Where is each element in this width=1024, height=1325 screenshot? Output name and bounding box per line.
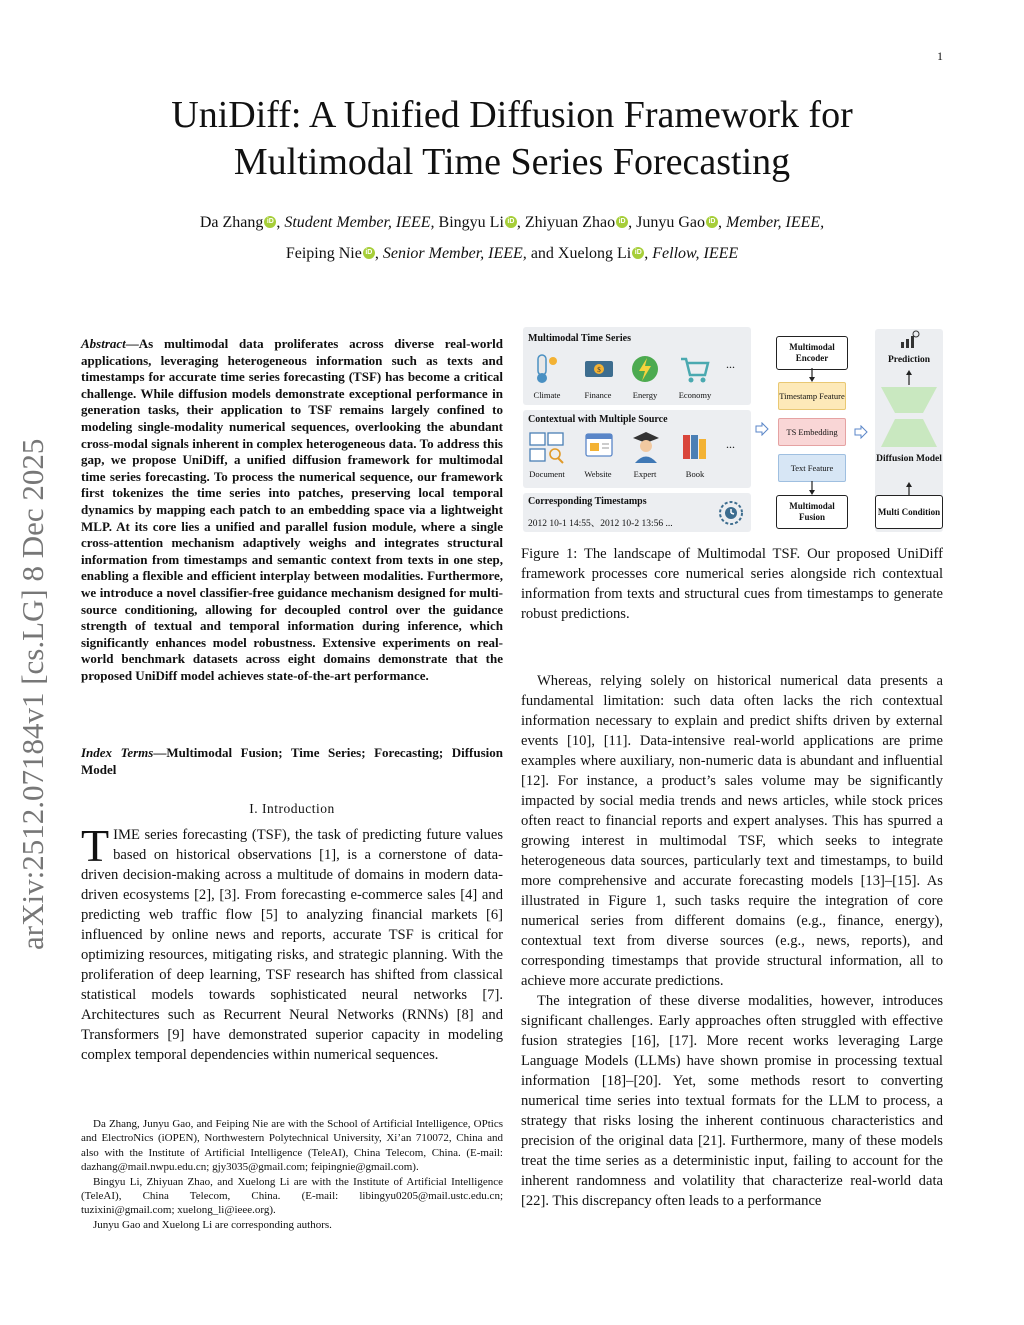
page-number: 1 bbox=[937, 49, 943, 63]
diffusion-funnel-icon bbox=[879, 385, 939, 449]
panel-title: Contextual with Multiple Source bbox=[528, 414, 668, 425]
orcid-icon[interactable]: iD bbox=[264, 216, 276, 228]
arrow-right-icon bbox=[854, 425, 868, 439]
author-line-2: Feiping Nie iD , Senior Member, IEEE, and Xuelong Li iD , Fellow, IEEE bbox=[285, 245, 739, 262]
right-column-body bbox=[521, 671, 943, 1211]
multimodal-fusion-box: Multimodal Fusion bbox=[776, 495, 848, 529]
climate-icon bbox=[531, 353, 561, 385]
author-role: Senior Member, IEEE, bbox=[382, 245, 527, 262]
multimodal-encoder-box: Multimodal Encoder bbox=[776, 336, 848, 370]
book-icon bbox=[680, 431, 710, 463]
arxiv-stamp: arXiv:2512.07184v1 [cs.LG] 8 Dec 2025 bbox=[15, 438, 50, 950]
author-name: Feiping Nie bbox=[285, 245, 362, 262]
footnote: Junyu Gao and Xuelong Li are corresponding authors. bbox=[93, 1218, 332, 1231]
abstract bbox=[81, 336, 503, 684]
document-icon bbox=[528, 431, 566, 465]
energy-icon bbox=[629, 353, 661, 385]
orcid-icon[interactable]: iD bbox=[363, 247, 375, 259]
footnotes bbox=[81, 1117, 503, 1232]
domain-label: Economy bbox=[678, 390, 712, 400]
intro-text: IME series forecasting (TSF), the task of predicting future values based on historical observations [1], is a cornerstone of data-driven decision-making across a multitude of domains in modern data-driven ecosystems [2], [3]. From forecasting e-commerce sales [4] and predicting web traffic flow [5] to analyzing financial markets [6] influenced by online news and reports, accurate TSF is critical for optimizing resources, mitigating risks, and strategic planning. With the proliferation of deep learning, TSF research has shifted from classical statistical models towards sophisticated neural networks [7]. Architectures such as Recurrent Neural Networks (RNNs) [8] and Transformers [9] have demonstrated superior capacity in modeling complex temporal dependencies within numerical sequences. bbox=[81, 827, 503, 1063]
author-name: Bingyu Li bbox=[438, 214, 504, 231]
drop-cap: T bbox=[81, 820, 110, 871]
panel-title: Multimodal Time Series bbox=[528, 333, 631, 344]
section-heading: I. Introduction bbox=[249, 801, 335, 816]
economy-icon bbox=[678, 353, 710, 385]
expert-icon bbox=[631, 430, 661, 464]
source-label: Document bbox=[529, 469, 565, 479]
multi-condition-box: Multi Condition bbox=[875, 495, 943, 529]
arrow-right-icon bbox=[755, 422, 769, 436]
timestamp-text: 2012 10-1 14:55、2012 10-2 13:56 ... bbox=[528, 519, 673, 529]
title-line-1: UniDiff: A Unified Diffusion Framework for bbox=[171, 94, 853, 136]
paragraph: Whereas, relying solely on historical numerical data presents a fundamental limitation: such data often lacks the rich contextual information necessary to explain and predict shifts driven by external events [10], [11]. Data-intensive real-world applications are prime examples where auxiliary, non-numeric data is abundant and influential [12]. For instance, a product’s sales volume may be significantly impacted by social media trends and news articles, while stock prices often react to financial reports and expert analyses. This has spurred a growing interest in multimodal TSF, which seeks to integrate heterogeneous data sources, particularly text and timestamps, to build more comprehensive and accurate forecasting models [13]–[15]. As illustrated in Figure 1, such tasks require the integration of core numerical series from different domains (e.g., finance, energy), contextual text from diverse sources (e.g., news, reports), and corresponding timestamps that provide structural information, all to achieve more accurate predictions. bbox=[521, 673, 943, 989]
index-terms bbox=[81, 745, 503, 778]
prediction-label: Prediction bbox=[887, 355, 931, 365]
author-and: and bbox=[530, 245, 554, 262]
orcid-icon[interactable]: iD bbox=[505, 216, 517, 228]
text-feature-box: Text Feature bbox=[778, 454, 846, 482]
author-list bbox=[60, 207, 964, 269]
author-role: Fellow, IEEE bbox=[652, 245, 739, 262]
orcid-icon[interactable]: iD bbox=[706, 216, 718, 228]
panel-title: Corresponding Timestamps bbox=[528, 496, 647, 507]
index-terms-label: Index Terms bbox=[81, 745, 154, 760]
arrow-up-icon bbox=[905, 369, 913, 385]
abstract-text: —As multimodal data proliferates across diverse real-world applications, leveraging heterogeneous information such as texts and timestamps for accurate time series forecasting (TSF) has become a critical challenge. While diffusion models demonstrate exceptional performance in generation tasks, their application to TSF remains largely confined to modeling single-modality numerical sequences, overlooking the abundant cross-modal signals inherent in complex heterogeneous data. To address this gap, we propose UniDiff, a unified diffusion framework for multimodal time series forecasting. To process the numerical sequence, our framework first tokenizes the time series into patches, preserving local temporal dynamics by mapping each patch to an embedding space via a lightweight MLP. At its core lies a unified and parallel fusion module, where a single cross-attention mechanism adaptively weighs and integrates structural information from timestamps and semantic context from texts in one step, enabling a flexible and efficient interplay between modalities. Furthermore, we introduce a novel classifier-free guidance mechanism designed for multi-source conditioning, allowing for decoupled control over the guidance strength of textual and temporal information during inference, which significantly enhances model robustness. Extensive experiments on real-world benchmark datasets across eight domains demonstrate that the proposed UniDiff model achieves state-of-the-art performance. bbox=[81, 336, 503, 683]
prediction-chart-icon bbox=[898, 330, 920, 350]
abstract-label: Abstract bbox=[81, 336, 126, 351]
ellipsis: ... bbox=[726, 437, 735, 451]
ellipsis: ... bbox=[726, 357, 735, 371]
introduction-paragraph bbox=[81, 820, 503, 1065]
paragraph: The integration of these diverse modalities, however, introduces significant challenges. Early approaches often struggled with effective fusion strategies [16], [17]. More recent works leveraging Large Language Models (LLMs) have shown promise in processing textual information [18]–[20]. Yet, some methods resort to converting numerical time series into textual formats for the LLM to process, a strategy that risks losing the inherent continuous characteristics and precision of the original data [21]. Furthermore, many of these models treat the time series as a deterministic input, failing to account for the inherent randomness and volatility that characterize real-world data [22]. This discrepancy often leads to a performance bbox=[521, 993, 943, 1209]
orcid-icon[interactable]: iD bbox=[632, 247, 644, 259]
orcid-icon[interactable]: iD bbox=[616, 216, 628, 228]
clock-icon bbox=[715, 497, 747, 529]
domain-label: Finance bbox=[584, 390, 612, 400]
arrow-down-icon bbox=[808, 368, 816, 382]
domain-label: Energy bbox=[632, 390, 658, 400]
source-label: Book bbox=[685, 469, 705, 479]
domain-label: Climate bbox=[533, 390, 561, 400]
author-name: Junyu Gao bbox=[636, 214, 705, 231]
timestamp-feature-box: Timestamp Feature bbox=[778, 382, 846, 410]
website-icon bbox=[583, 431, 615, 463]
footnote: Da Zhang, Junyu Gao, and Feiping Nie are with the School of Artificial Intelligence, OPtics and ElectroNics (iOPEN), Northwestern Polytechnical University, Xi’an 710072, China and also with the Institute of Artificial Intelligence (TeleAI), China Telecom, China. (E-mail: dazhang@mail.nwpu.edu.cn; gjy3035@gmail.com; feipingnie@gmail.com). bbox=[81, 1118, 503, 1174]
diffusion-model-label: Diffusion Model bbox=[876, 454, 942, 464]
source-label: Expert bbox=[633, 469, 657, 479]
arrow-down-icon bbox=[808, 481, 816, 495]
author-name: Zhiyuan Zhao bbox=[524, 214, 616, 231]
svg-text:$: $ bbox=[597, 366, 601, 374]
author-role: Member, IEEE, bbox=[725, 214, 825, 231]
author-name: Xuelong Li bbox=[557, 245, 632, 262]
index-terms-text: —Multimodal Fusion; Time Series; Forecasting; Diffusion Model bbox=[81, 745, 503, 777]
author-line-1: Da Zhang iD , Student Member, IEEE, Bingyu Li iD , Zhiyuan Zhao iD , Junyu Gao iD , Member, IEEE, bbox=[199, 214, 825, 231]
author-name: Da Zhang bbox=[199, 214, 264, 231]
title-line-2: Multimodal Time Series Forecasting bbox=[233, 141, 791, 183]
source-label: Website bbox=[584, 469, 612, 479]
figure-caption: Figure 1: The landscape of Multimodal TSF. Our proposed UniDiff framework processes core numerical series alongside rich contextual information from texts and structural cues from timestamps to generate robust predictions. bbox=[521, 546, 943, 622]
finance-icon bbox=[583, 355, 615, 383]
footnote: Bingyu Li, Zhiyuan Zhao, and Xuelong Li are with the Institute of Artificial Intelligence (TeleAI), China Telecom, China. (E-mail: libingyu0205@mail.ustc.edu.cn; tuzixini@gmail.com; xuelong_li@ieee.org). bbox=[81, 1175, 503, 1217]
author-role: Student Member, IEEE, bbox=[284, 214, 435, 231]
figure-1 bbox=[523, 327, 943, 532]
paper-title bbox=[0, 92, 1024, 186]
ts-embedding-box: TS Embedding bbox=[778, 418, 846, 446]
